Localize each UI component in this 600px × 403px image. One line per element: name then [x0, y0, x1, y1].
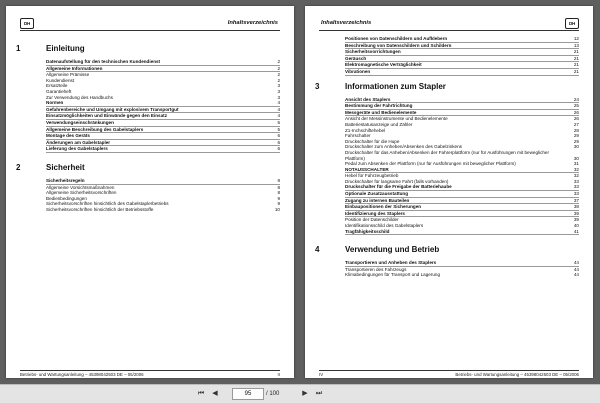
- toc-entry-title: Allgemeine Sicherheitsvorschriften: [46, 190, 117, 196]
- toc-entry-page: 21: [573, 62, 579, 68]
- toc-entry-title: Elektromagnetische Verträglichkeit: [345, 62, 422, 68]
- toc-entry[interactable]: [345, 211, 579, 218]
- toc-entry-page: 32: [573, 166, 579, 172]
- toc-entry-title: Einbaupositionen der Sicherungen: [345, 204, 422, 210]
- toc-entry[interactable]: [345, 62, 579, 69]
- toc-entry-title: Ansicht des Staplers: [345, 96, 391, 102]
- toc-entry-title: Ersatzteile: [46, 83, 68, 89]
- toc-entry-page: 13: [573, 42, 579, 48]
- toc-entry-title: Verwendungseinschränkungen: [46, 119, 114, 125]
- toc-entry[interactable]: [345, 49, 579, 56]
- toc-entry-page: 21: [573, 55, 579, 61]
- toc-entry-page: 29: [573, 138, 579, 144]
- toc-entry-page: 9: [277, 195, 280, 201]
- toc-entry[interactable]: [345, 36, 579, 43]
- toc-entry[interactable]: [345, 204, 579, 211]
- toc-entry[interactable]: [46, 146, 280, 153]
- toc-entry-title: Batteriestatusanzeige und Zähler: [345, 121, 413, 127]
- section-heading: [16, 162, 280, 175]
- previous-page-icon[interactable]: ◀: [212, 390, 218, 397]
- page-number: II: [277, 372, 280, 377]
- toc-entry-title: Bestimmung der Fahrtrichtung: [345, 103, 413, 109]
- toc-entry[interactable]: [46, 127, 280, 134]
- brand-logo: DH: [20, 18, 34, 29]
- toc-entry[interactable]: [345, 43, 579, 50]
- toc-entry[interactable]: [345, 191, 579, 198]
- toc-entry[interactable]: [345, 184, 579, 191]
- toc-entry[interactable]: [46, 178, 280, 185]
- toc-entry-title: Allgemeine Vorsichtsmaßnahmen: [46, 184, 115, 190]
- toc-entry-title: Transportieren und Anheben des Staplers: [345, 260, 437, 266]
- toc-entry-title: Vibrationen: [345, 68, 371, 74]
- toc-entry-title: Datenaufstellung für den technischen Kundendienst: [46, 59, 161, 64]
- header-rule: [319, 30, 579, 31]
- toc-entry-title: Normen: [46, 100, 64, 106]
- next-page-icon[interactable]: ▶: [302, 390, 308, 397]
- toc-entry-page: 6: [277, 146, 280, 152]
- toc-entry-title: Änderungen am Gabelstapler: [46, 139, 111, 145]
- page-total: / 100: [266, 391, 280, 397]
- section-number: 4: [315, 245, 320, 255]
- toc-entry-title: Tragfähigkeitsschild: [345, 228, 390, 234]
- toc-entry-page: 2: [277, 72, 280, 78]
- section-heading: [16, 44, 280, 56]
- first-page-icon[interactable]: ⏮: [197, 390, 205, 397]
- toc-entry-page: 29: [573, 133, 579, 139]
- toc-entry-page: 21: [573, 68, 579, 74]
- toc-entry-page: 41: [573, 228, 579, 234]
- toc-entry[interactable]: [345, 198, 579, 205]
- toc-entry[interactable]: [46, 113, 280, 120]
- toc-entry-title: Transportieren des Fahrzeugs: [345, 266, 407, 272]
- toc-entry-page: 31: [573, 161, 579, 167]
- toc-entry-page: 4: [277, 106, 280, 112]
- toc-entry-page: 2: [277, 65, 280, 71]
- toc-entry-page: 33: [573, 191, 579, 197]
- section-title: Sicherheit: [46, 162, 85, 172]
- section-number: 2: [16, 162, 21, 172]
- last-page-icon[interactable]: ⏭: [315, 390, 323, 397]
- toc-entry-page: 4: [277, 100, 280, 106]
- toc-entry-title: Identifizierung des Staplers: [345, 210, 405, 216]
- toc-entry-page: 6: [277, 139, 280, 145]
- toc-entry-title: Messgeräte und Bedienelemente: [345, 109, 417, 115]
- page-number: IV: [319, 372, 324, 377]
- toc-entry-page: 38: [573, 204, 579, 210]
- toc-entry-page: 8: [277, 190, 280, 196]
- toc-entry-title: Zugang zu internen Bauteilen: [345, 197, 410, 203]
- toc-entry-title: Pedal zum Absenken der Plattform (nur für Ausführungen mit beweglicher Plattform): [345, 161, 516, 167]
- toc-entry-page: 21: [573, 49, 579, 55]
- toc-entry-page: 3: [277, 94, 280, 100]
- footer-rule: [319, 370, 579, 371]
- document-page-left: [6, 6, 294, 378]
- toc-entry-page: 40: [573, 223, 579, 229]
- toc-entry-title: Beschreibung von Datenschildern und Schildern: [345, 42, 452, 48]
- toc-entry-page: 8: [277, 184, 280, 190]
- toc-entry[interactable]: [345, 69, 579, 76]
- section-title: Informationen zum Stapler: [345, 81, 446, 91]
- toc-entry-title: Allgemeine Beschreibung des Gabelstaplers: [46, 126, 144, 132]
- toc-entry-page: 39: [573, 210, 579, 216]
- toc-entry[interactable]: [46, 120, 280, 127]
- toc-entry[interactable]: [46, 207, 280, 213]
- toc-entry-page: 26: [573, 109, 579, 115]
- toc-entry-page: 37: [573, 197, 579, 203]
- toc-entry[interactable]: [345, 150, 579, 161]
- toc-entry[interactable]: [46, 59, 280, 66]
- section-number: 1: [16, 44, 21, 53]
- toc-entry-title: Z1-Inchschiftehebel: [345, 127, 386, 133]
- toc-entry-title: Fahrschalter: [345, 133, 371, 139]
- toc-entry-page: 10: [274, 206, 280, 212]
- toc-entry-page: 3: [277, 88, 280, 94]
- running-title: Inhaltsverzeichnis: [227, 20, 278, 26]
- toc-entry-title: Allgemeine Prämisse: [46, 72, 90, 78]
- toc-entry-title: Sicherheitsvorschriften hinsichtlich der Betriebsstoffe: [46, 206, 154, 212]
- toc-entry-page: 27: [573, 121, 579, 127]
- toc-entry-title: Identifikationsschild des Gabelstaplers: [345, 223, 424, 229]
- toc-entry-page: 44: [573, 266, 579, 272]
- toc-entry[interactable]: [46, 100, 280, 107]
- toc-left: [16, 44, 280, 212]
- footer-rule: [20, 370, 280, 371]
- toc-entry-title: Ansicht der Messinstrumente und Bedienelemente: [345, 116, 448, 122]
- toc-entry-title: Druckschalter für das Anheben/Absenken der Fahrerplattform (nur für Ausführungen mit beweglicher Plattform): [345, 149, 550, 161]
- toc-entry-page: 2: [277, 77, 280, 83]
- toc-entry-page: 6: [277, 133, 280, 139]
- viewer-toolbar: [0, 384, 600, 403]
- toc-entry-page: 25: [573, 103, 579, 109]
- toc-entry[interactable]: [345, 110, 579, 117]
- toc-entry-page: 9: [277, 201, 280, 207]
- toc-entry-page: 8: [277, 177, 280, 183]
- toc-right: [315, 36, 579, 278]
- toc-entry-page: 5: [277, 119, 280, 125]
- toc-entry-page: 28: [573, 127, 579, 133]
- header-rule: [20, 30, 280, 31]
- toc-entry-title: Klimabedingungen für Transport und Lagerung: [345, 272, 441, 278]
- toc-entry-title: Kundendienst: [46, 77, 75, 83]
- toc-entry-title: Druckschalter für die Freigabe der Batteriehaube: [345, 184, 452, 190]
- toc-entry-page: 26: [573, 116, 579, 122]
- toc-entry-title: Sicherheitsvorschriften hinsichtlich des Gabelstaplerbetriebs: [46, 201, 169, 207]
- toc-entry-title: Lieferung des Gabelstaplers: [46, 146, 108, 152]
- brand-logo: DH: [565, 18, 579, 29]
- toc-entry-title: Optionale Zusatzausstattung: [345, 191, 409, 197]
- section-number: 3: [315, 81, 320, 91]
- toc-entry[interactable]: [345, 229, 579, 236]
- toc-entry[interactable]: [46, 140, 280, 147]
- page-number-input[interactable]: 95: [232, 388, 264, 400]
- section-title: Einleitung: [46, 44, 85, 53]
- toc-entry-page: 24: [573, 96, 579, 102]
- toc-entry-page: 32: [573, 173, 579, 179]
- page-footer: Betriebs- und Wartungsanleitung – 45398042503 DE – 05/2006: [455, 372, 579, 377]
- toc-entry-title: Druckschalter zum Anheben/Absenken des Gabelzinkens: [345, 144, 462, 150]
- toc-entry-page: 44: [573, 272, 579, 278]
- toc-entry-page: 44: [573, 260, 579, 266]
- toc-entry[interactable]: [345, 97, 579, 104]
- document-page-right: [305, 6, 593, 378]
- toc-entry-page: 12: [573, 36, 579, 41]
- page-footer: Betriebs- und Wartungsanleitung – 45398042503 DE – 05/2006: [20, 372, 144, 377]
- toc-entry-title: Zur Verwendung des Handbuchs: [46, 94, 113, 100]
- toc-entry-page: 39: [573, 217, 579, 223]
- toc-entry-page: 4: [277, 113, 280, 119]
- section-heading: [315, 81, 579, 94]
- toc-entry[interactable]: [345, 167, 579, 174]
- toc-entry-page: 5: [277, 126, 280, 132]
- toc-entry-title: Einsatzmöglichkeiten und Einwände gegen den Einsatz: [46, 113, 167, 119]
- toc-entry-page: 30: [573, 144, 579, 150]
- toc-entry-title: NOTAUSSCHALTER: [345, 166, 389, 172]
- toc-entry-title: Positionen von Datenschildern und Aufklebern: [345, 36, 448, 41]
- toc-entry-title: Position der Datenschilder: [345, 217, 399, 223]
- toc-entry[interactable]: [345, 260, 579, 267]
- toc-entry-page: 2: [277, 59, 280, 64]
- toc-entry-title: Druckschalter für langsame Fahrt (falls vorhanden): [345, 178, 449, 184]
- toc-entry-page: 33: [573, 184, 579, 190]
- toc-entry[interactable]: [46, 133, 280, 140]
- toc-entry-page: 3: [277, 83, 280, 89]
- toc-entry[interactable]: [46, 107, 280, 114]
- toc-entry-title: Allgemeine Informationen: [46, 65, 103, 71]
- toc-entry-title: Hebel für Fahrzeugbetrieb: [345, 173, 399, 179]
- toc-entry-title: Montage des Geräts: [46, 133, 90, 139]
- toc-entry-title: Garantieheft: [46, 88, 72, 94]
- toc-entry-title: Bedienbedingungen: [46, 195, 87, 201]
- toc-entry-title: Gefahrenbereiche und Umgang mit explosivem Transportgut: [46, 106, 179, 112]
- toc-entry-page: 33: [573, 178, 579, 184]
- section-title: Verwendung und Betrieb: [345, 245, 440, 255]
- toc-entry-title: Druckschalter für die Hupe: [345, 138, 400, 144]
- toc-entry[interactable]: [345, 103, 579, 110]
- section-heading: [315, 245, 579, 257]
- toc-entry-page: 30: [573, 155, 579, 161]
- toc-entry-title: Geräusch: [345, 55, 367, 61]
- toc-entry-title: Sicherheitsregeln: [46, 177, 85, 183]
- toc-entry[interactable]: [46, 66, 280, 73]
- toc-entry[interactable]: [345, 272, 579, 278]
- running-title: Inhaltsverzeichnis: [321, 20, 372, 26]
- toc-entry-title: Sicherheitsvorrichtungen: [345, 49, 401, 55]
- toc-entry[interactable]: [345, 56, 579, 63]
